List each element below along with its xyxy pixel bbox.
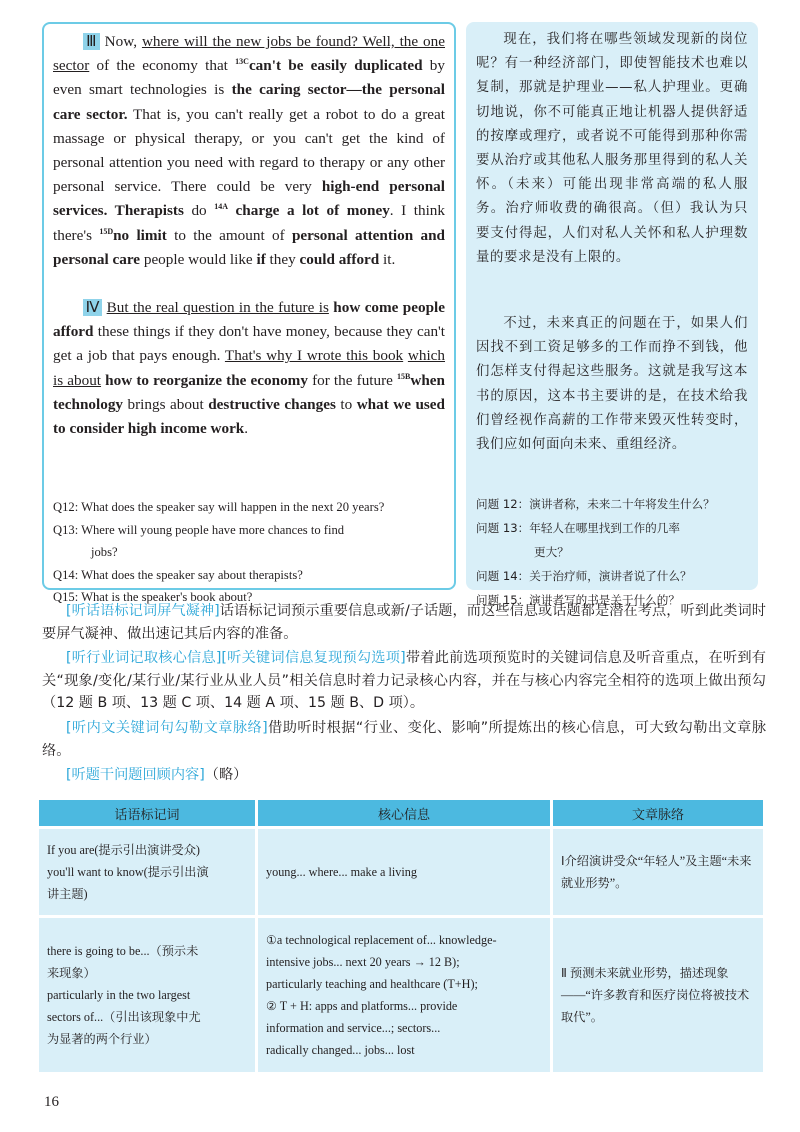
strategy-tag: [听话语标记词屏气凝神] bbox=[66, 603, 220, 619]
core-info-cell bbox=[258, 918, 550, 1072]
cell-line: young... where... make a living bbox=[266, 865, 417, 879]
table-row bbox=[39, 829, 763, 915]
core-info-cell bbox=[258, 829, 550, 915]
text: they bbox=[265, 250, 300, 268]
analysis-table bbox=[36, 797, 766, 1075]
text: for the future bbox=[307, 371, 398, 389]
cell-line: ①a technological replacement of... knowledge- bbox=[266, 933, 497, 947]
translation-text: 不过，未来真正的问题在于，如果人们因找不到工资足够多的工作而挣不到钱，他们怎样支付得起这些服务。这就是我写这本书的原因，这本书主要讲的是，在技术给我们曾经视作高薪的工作带来毁灭性转变时，我们应如何面向未来、重组经济。 bbox=[476, 316, 748, 453]
text: . I think there's bbox=[53, 202, 445, 244]
translation-question-14: 问题 14：关于治疗师，演讲者说了什么？ bbox=[476, 569, 692, 583]
cell-line: 来现象） bbox=[47, 966, 96, 980]
passage-paragraph-3 bbox=[53, 30, 445, 272]
cell-line: ② T + H: apps and platforms... provide bbox=[266, 999, 458, 1013]
cell-line: information and service...; sectors... bbox=[266, 1021, 441, 1035]
translation-question-13-continued: 更大？ bbox=[534, 545, 569, 559]
text: to bbox=[335, 395, 357, 413]
translation-paragraph-1 bbox=[476, 28, 748, 270]
key-phrase: no limit bbox=[113, 226, 167, 244]
key-phrase: destructive changes bbox=[208, 395, 336, 413]
outline-cell: Ⅰ介绍演讲受众“年轻人”及主题“未来就业形势”。 bbox=[553, 829, 763, 915]
strategy-text: 借助听时根据“行业、变化、影响”所提炼出的核心信息，可大致勾勒出文章脉络。 bbox=[42, 719, 767, 759]
english-passage-box bbox=[42, 22, 456, 604]
key-phrase: how to reorganize the economy bbox=[101, 371, 308, 389]
answer-ref: 14A bbox=[214, 202, 228, 212]
cell-line: 讲主题) bbox=[47, 887, 88, 901]
key-phrase: the caring sector—the personal care sector. bbox=[53, 81, 445, 123]
text: of the economy that bbox=[89, 57, 236, 75]
key-phrase: charge a lot of money bbox=[227, 202, 390, 220]
key-phrase: how come people afford bbox=[53, 299, 446, 341]
key-phrase: if bbox=[256, 250, 266, 268]
translation-paragraph-2 bbox=[476, 312, 748, 457]
translation-text: 现在，我们将在哪些领域发现新的岗位呢？有一种经济部门，即使智能技术也难以复制，那就是护理业——私人护理业。更确切地说，你不可能真正地让机器人提供舒适的按摩或理疗，或者说不可能得到那种你需要从治疗或其他私人服务那里得到的私人关怀。（未来）可能出现非常高端的私人服务。治疗师收费的确很高。（但）我认为只要支付得起，人们对私人关怀和私人护理数量的要求是没有上限的。 bbox=[476, 32, 748, 265]
strategy-item-2 bbox=[42, 647, 766, 715]
question-12: Q12: What does the speaker say will happen in the next 20 years? bbox=[53, 500, 385, 514]
cell-line: particularly teaching and healthcare (T+H); bbox=[266, 977, 478, 991]
text: by even smart technologies is bbox=[53, 57, 445, 99]
strategy-text: 带着此前选项预览时的关键词信息及听音重点，在听到有关“现象/变化/某行业/某行业从业人员”相关信息时着力记录核心内容，并在与核心内容完全相符的选项上做出预勾（12 题 B 项、13 题 C 项、14 题 A 项、15 题 B、D 项）。 bbox=[42, 650, 766, 712]
passage-paragraph-4 bbox=[53, 296, 445, 441]
text: to the amount of bbox=[166, 226, 292, 244]
answer-ref: 15B bbox=[397, 371, 411, 381]
answer-ref: 13C bbox=[235, 57, 249, 67]
column-header-markers: 话语标记词 bbox=[39, 800, 255, 826]
strategy-text: （略） bbox=[204, 767, 248, 784]
strategy-tag: [听题干问题回顾内容] bbox=[66, 767, 205, 784]
strategy-tag: [听内文关键词句勾勒文章脉络] bbox=[66, 719, 268, 736]
cell-line: you'll want to know(提示引出演 bbox=[47, 865, 209, 879]
strategy-item-1 bbox=[42, 600, 766, 645]
key-phrase: high-end personal services. Therapists bbox=[53, 178, 445, 220]
cell-line: there is going to be...（预示未 bbox=[47, 944, 199, 958]
question-13-continued: jobs? bbox=[91, 545, 118, 559]
text: people would like bbox=[140, 250, 257, 268]
text: it. bbox=[379, 250, 396, 268]
text: do bbox=[183, 202, 215, 220]
cell-line: sectors of...（引出该现象中尤 bbox=[47, 1010, 201, 1024]
key-phrase: personal attention and personal care bbox=[53, 226, 445, 268]
column-header-outline: 文章脉络 bbox=[553, 800, 763, 826]
translation-question-13: 问题 13：年轻人在哪里找到工作的几率 bbox=[476, 521, 680, 535]
cell-line: radically changed... jobs... lost bbox=[266, 1043, 415, 1057]
cell-line: particularly in the two largest bbox=[47, 988, 191, 1002]
cell-line: intensive jobs... next 20 years → 12 B); bbox=[266, 955, 460, 969]
paragraph-marker: Ⅳ bbox=[85, 299, 101, 316]
chinese-translation-box bbox=[466, 22, 758, 607]
strategy-text: 话语标记词预示重要信息或新/子话题，而这些信息或话题都是潜在考点，听到此类词时要屏气凝神、做出速记其后内容的准备。 bbox=[42, 603, 766, 642]
text: That is, you can't really get a robot to do a great massage or physical therapy, or you can't get the kind of personal attention you need with regard to therapy or any other personal service. There could be very bbox=[53, 105, 445, 196]
underlined-text: where will the new jobs be found? Well, the one sector bbox=[53, 33, 445, 75]
underlined-text: That's why I wrote this book bbox=[224, 347, 404, 365]
key-phrase: could afford bbox=[299, 250, 380, 268]
text: . bbox=[244, 420, 249, 438]
text: these things if they don't have money, because they can't get a job that pays enough. bbox=[53, 323, 445, 365]
listening-strategy bbox=[42, 600, 766, 789]
strategy-tag: [听行业词记取核心信息] bbox=[66, 650, 222, 667]
question-15: Q15: What is the speaker's book about? bbox=[53, 590, 253, 604]
cell-line: If you are(提示引出演讲受众) bbox=[47, 843, 200, 857]
answer-ref: 15D bbox=[99, 226, 114, 236]
table-header-row bbox=[39, 800, 763, 826]
text: brings about bbox=[123, 395, 209, 413]
key-phrase: what we used to consider high income work bbox=[53, 395, 445, 438]
cell-line: 为显著的两个行业） bbox=[47, 1032, 157, 1046]
translation-question-12: 问题 12：演讲者称，未来二十年将发生什么？ bbox=[476, 497, 715, 511]
strategy-item-4 bbox=[42, 764, 766, 787]
underlined-text: which is about bbox=[53, 347, 446, 389]
marker-cell bbox=[39, 829, 255, 915]
table-row bbox=[39, 918, 763, 1072]
translation-question-list bbox=[476, 492, 752, 612]
question-list bbox=[53, 496, 445, 609]
column-header-core-info: 核心信息 bbox=[258, 800, 550, 826]
key-phrase: can't be easily duplicated bbox=[248, 57, 423, 75]
paragraph-marker: Ⅲ bbox=[85, 33, 98, 50]
translation-question-15: 问题 15：演讲者写的书是关于什么的？ bbox=[476, 593, 680, 607]
key-phrase: when technology bbox=[53, 371, 445, 413]
strategy-item-3 bbox=[42, 717, 766, 762]
text: Now, bbox=[99, 33, 142, 50]
underlined-text: But the real question in the future is bbox=[106, 299, 329, 316]
marker-cell bbox=[39, 918, 255, 1072]
outline-cell: Ⅱ 预测未来就业形势，描述现象——“许多教育和医疗岗位将被技术取代”。 bbox=[553, 918, 763, 1072]
question-14: Q14: What does the speaker say about therapists? bbox=[53, 567, 303, 582]
strategy-tag: [听关键词信息复现预勾选项] bbox=[221, 650, 406, 667]
question-13: Q13: Where will young people have more chances to find bbox=[53, 522, 345, 537]
page-number: 16 bbox=[44, 1094, 59, 1110]
